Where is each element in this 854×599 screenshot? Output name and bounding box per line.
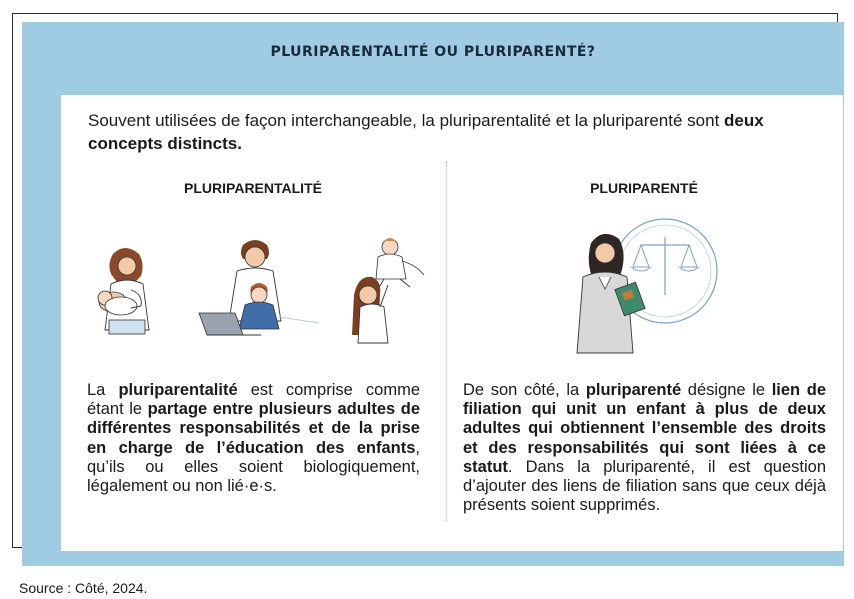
text-bold-term: pluriparenté <box>585 381 682 399</box>
text-segment: est comprise comme étant le <box>87 381 420 419</box>
father-with-child-laptop-illustration <box>195 237 321 347</box>
text-segment: . Dans la pluriparenté, il est question d’ajouter des liens de filiation sans que ceux déjà présents soient supprimés. <box>463 457 826 515</box>
intro-text: Souvent utilisées de façon interchangeable, la pluriparentalité et la pluriparenté sont <box>88 111 725 130</box>
intro-bold: deux concepts distincts. <box>88 111 764 153</box>
text-segment: La <box>87 381 119 399</box>
text-segment: désigne le <box>681 381 772 399</box>
mother-feeding-baby-illustration <box>91 240 161 340</box>
content-card <box>61 95 843 551</box>
lawyer-with-scales-illustration <box>569 215 721 355</box>
text-segment: De son côté, la <box>463 381 586 399</box>
pluriparente-description <box>463 381 826 515</box>
page-title: PLURIPARENTALITÉ OU PLURIPARENTÉ? <box>270 44 596 60</box>
text-segment: , qu’ils ou elles soient biologiquement, légalement ou non lié·e·s. <box>87 438 420 496</box>
intro-paragraph <box>88 109 830 155</box>
source-citation: Source : Côté, 2024. <box>19 580 148 596</box>
column-divider <box>446 161 447 521</box>
heading-pluriparentalite: PLURIPARENTALITÉ <box>184 180 322 196</box>
text-bold-definition: lien de filiation qui unit un enfant à plus de deux adultes qui obtiennent l’ensemble des droits et des responsabilités qui sont liées à ce statut <box>463 381 826 476</box>
text-bold-definition: partage entre plusieurs adultes de différentes responsabilités et de la prise en charge de l’éducation des enfants <box>87 400 420 457</box>
heading-pluriparente: PLURIPARENTÉ <box>590 180 698 196</box>
woman-lifting-child-illustration <box>346 237 432 347</box>
pluriparentalite-description <box>87 381 420 496</box>
infographic-panel <box>22 22 844 566</box>
text-bold-term: pluriparentalité <box>118 381 238 399</box>
